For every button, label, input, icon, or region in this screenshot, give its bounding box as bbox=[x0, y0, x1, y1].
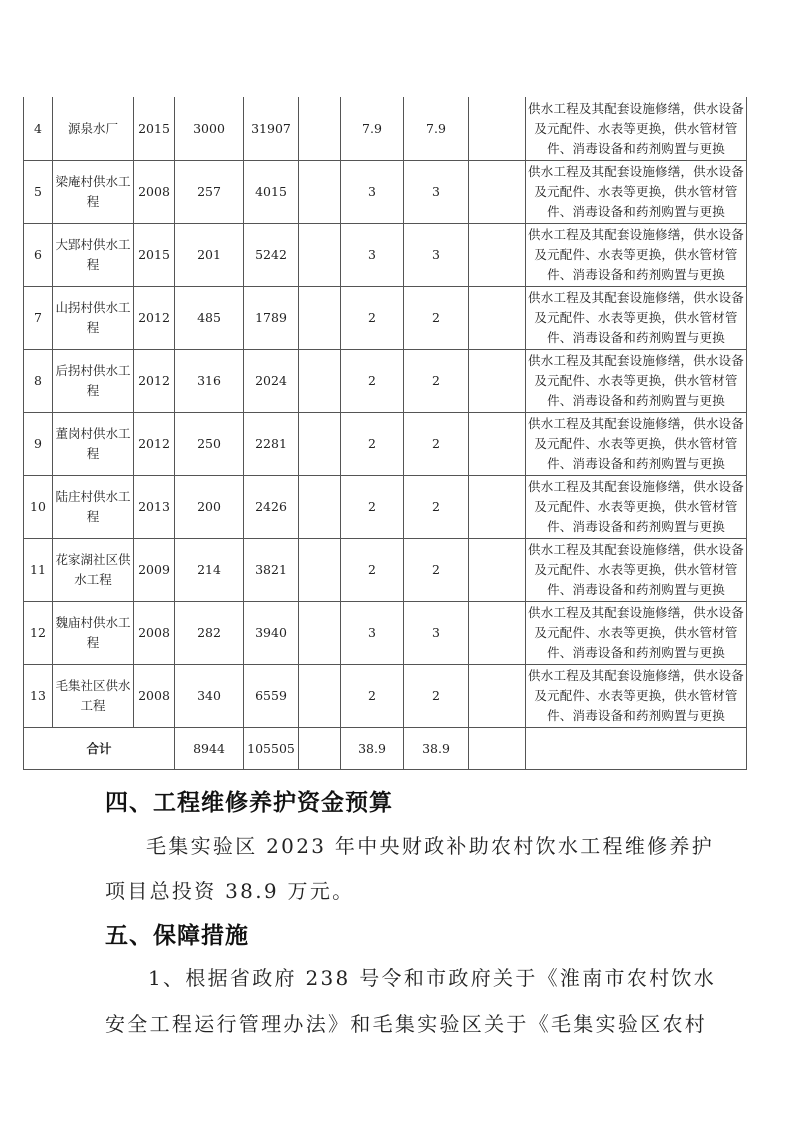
build-year-cell: 2009 bbox=[134, 539, 175, 602]
pipe-length-cell: 1789 bbox=[244, 287, 299, 350]
subsidy-cell: 3 bbox=[404, 602, 469, 665]
pipe-length-cell: 5242 bbox=[244, 224, 299, 287]
section-5-heading: 五、保障措施 bbox=[105, 923, 249, 949]
empty-cell bbox=[299, 161, 341, 224]
table-row bbox=[24, 665, 747, 728]
empty-cell bbox=[299, 728, 341, 770]
table-row bbox=[24, 97, 747, 161]
population-cell: 340 bbox=[175, 665, 244, 728]
row-number-cell: 12 bbox=[24, 602, 53, 665]
pipe-length-cell: 2024 bbox=[244, 350, 299, 413]
section-4-heading: 四、工程维修养护资金预算 bbox=[105, 790, 393, 816]
investment-cell: 7.9 bbox=[341, 97, 404, 161]
maintenance-content-cell: 供水工程及其配套设施修缮，供水设备及元配件、水表等更换，供水管材管件、消毒设备和药剂购置与更换 bbox=[526, 287, 747, 350]
total-pipe-length-cell: 105505 bbox=[244, 728, 299, 770]
table-total-row bbox=[24, 728, 747, 770]
empty-cell bbox=[299, 665, 341, 728]
build-year-cell: 2013 bbox=[134, 476, 175, 539]
subsidy-cell: 2 bbox=[404, 476, 469, 539]
subsidy-cell: 2 bbox=[404, 287, 469, 350]
investment-cell: 3 bbox=[341, 161, 404, 224]
maintenance-projects-table bbox=[23, 97, 747, 770]
population-cell: 201 bbox=[175, 224, 244, 287]
pipe-length-cell: 2281 bbox=[244, 413, 299, 476]
project-name-cell: 董岗村供水工程 bbox=[53, 413, 134, 476]
subsidy-cell: 7.9 bbox=[404, 97, 469, 161]
empty-cell bbox=[469, 413, 526, 476]
investment-cell: 3 bbox=[341, 602, 404, 665]
row-number-cell: 6 bbox=[24, 224, 53, 287]
row-number-cell: 4 bbox=[24, 97, 53, 161]
population-cell: 200 bbox=[175, 476, 244, 539]
row-number-cell: 9 bbox=[24, 413, 53, 476]
project-name-cell: 后拐村供水工程 bbox=[53, 350, 134, 413]
maintenance-content-cell: 供水工程及其配套设施修缮，供水设备及元配件、水表等更换，供水管材管件、消毒设备和药剂购置与更换 bbox=[526, 413, 747, 476]
pipe-length-cell: 2426 bbox=[244, 476, 299, 539]
maintenance-content-cell: 供水工程及其配套设施修缮，供水设备及元配件、水表等更换，供水管材管件、消毒设备和药剂购置与更换 bbox=[526, 476, 747, 539]
maintenance-content-cell: 供水工程及其配套设施修缮，供水设备及元配件、水表等更换，供水管材管件、消毒设备和药剂购置与更换 bbox=[526, 350, 747, 413]
maintenance-content-cell: 供水工程及其配套设施修缮，供水设备及元配件、水表等更换，供水管材管件、消毒设备和药剂购置与更换 bbox=[526, 602, 747, 665]
investment-cell: 2 bbox=[341, 350, 404, 413]
empty-cell bbox=[469, 476, 526, 539]
table-row bbox=[24, 224, 747, 287]
pipe-length-cell: 3821 bbox=[244, 539, 299, 602]
row-number-cell: 10 bbox=[24, 476, 53, 539]
maintenance-content-cell: 供水工程及其配套设施修缮，供水设备及元配件、水表等更换，供水管材管件、消毒设备和药剂购置与更换 bbox=[526, 97, 747, 161]
project-name-cell: 源泉水厂 bbox=[53, 97, 134, 161]
empty-cell bbox=[299, 539, 341, 602]
section-4-paragraph-line-2: 项目总投资 38.9 万元。 bbox=[105, 879, 355, 903]
empty-cell bbox=[469, 539, 526, 602]
maintenance-content-cell: 供水工程及其配套设施修缮，供水设备及元配件、水表等更换，供水管材管件、消毒设备和药剂购置与更换 bbox=[526, 161, 747, 224]
empty-cell bbox=[299, 97, 341, 161]
empty-cell bbox=[469, 350, 526, 413]
subsidy-cell: 2 bbox=[404, 413, 469, 476]
build-year-cell: 2008 bbox=[134, 161, 175, 224]
build-year-cell: 2015 bbox=[134, 97, 175, 161]
population-cell: 250 bbox=[175, 413, 244, 476]
table-row bbox=[24, 350, 747, 413]
investment-cell: 2 bbox=[341, 413, 404, 476]
investment-cell: 3 bbox=[341, 224, 404, 287]
row-number-cell: 11 bbox=[24, 539, 53, 602]
section-5-paragraph-line-2: 安全工程运行管理办法》和毛集实验区关于《毛集实验区农村 bbox=[105, 1012, 708, 1036]
empty-cell bbox=[299, 350, 341, 413]
pipe-length-cell: 6559 bbox=[244, 665, 299, 728]
empty-cell bbox=[469, 728, 526, 770]
build-year-cell: 2015 bbox=[134, 224, 175, 287]
pipe-length-cell: 31907 bbox=[244, 97, 299, 161]
empty-cell bbox=[299, 287, 341, 350]
table-row bbox=[24, 413, 747, 476]
subsidy-cell: 3 bbox=[404, 161, 469, 224]
population-cell: 257 bbox=[175, 161, 244, 224]
row-number-cell: 13 bbox=[24, 665, 53, 728]
table-row bbox=[24, 539, 747, 602]
table-row bbox=[24, 602, 747, 665]
section-4-paragraph-line-1: 毛集实验区 2023 年中央财政补助农村饮水工程维修养护 bbox=[146, 834, 715, 858]
build-year-cell: 2008 bbox=[134, 602, 175, 665]
total-investment-cell: 38.9 bbox=[341, 728, 404, 770]
table-row bbox=[24, 161, 747, 224]
empty-cell bbox=[299, 476, 341, 539]
row-number-cell: 8 bbox=[24, 350, 53, 413]
project-name-cell: 毛集社区供水工程 bbox=[53, 665, 134, 728]
project-name-cell: 山拐村供水工程 bbox=[53, 287, 134, 350]
population-cell: 3000 bbox=[175, 97, 244, 161]
project-name-cell: 梁庵村供水工程 bbox=[53, 161, 134, 224]
empty-cell bbox=[299, 224, 341, 287]
subsidy-cell: 3 bbox=[404, 224, 469, 287]
project-name-cell: 陆庄村供水工程 bbox=[53, 476, 134, 539]
total-population-cell: 8944 bbox=[175, 728, 244, 770]
maintenance-content-cell: 供水工程及其配套设施修缮，供水设备及元配件、水表等更换，供水管材管件、消毒设备和药剂购置与更换 bbox=[526, 224, 747, 287]
investment-cell: 2 bbox=[341, 665, 404, 728]
empty-cell bbox=[469, 224, 526, 287]
row-number-cell: 7 bbox=[24, 287, 53, 350]
investment-cell: 2 bbox=[341, 476, 404, 539]
build-year-cell: 2012 bbox=[134, 413, 175, 476]
pipe-length-cell: 3940 bbox=[244, 602, 299, 665]
investment-cell: 2 bbox=[341, 287, 404, 350]
pipe-length-cell: 4015 bbox=[244, 161, 299, 224]
population-cell: 214 bbox=[175, 539, 244, 602]
empty-cell bbox=[526, 728, 747, 770]
table-row bbox=[24, 287, 747, 350]
empty-cell bbox=[469, 287, 526, 350]
total-subsidy-cell: 38.9 bbox=[404, 728, 469, 770]
empty-cell bbox=[469, 665, 526, 728]
project-name-cell: 大郢村供水工程 bbox=[53, 224, 134, 287]
build-year-cell: 2012 bbox=[134, 287, 175, 350]
investment-cell: 2 bbox=[341, 539, 404, 602]
table-row bbox=[24, 476, 747, 539]
row-number-cell: 5 bbox=[24, 161, 53, 224]
build-year-cell: 2012 bbox=[134, 350, 175, 413]
empty-cell bbox=[469, 602, 526, 665]
subsidy-cell: 2 bbox=[404, 539, 469, 602]
subsidy-cell: 2 bbox=[404, 665, 469, 728]
empty-cell bbox=[299, 602, 341, 665]
maintenance-content-cell: 供水工程及其配套设施修缮，供水设备及元配件、水表等更换，供水管材管件、消毒设备和药剂购置与更换 bbox=[526, 665, 747, 728]
build-year-cell: 2008 bbox=[134, 665, 175, 728]
project-name-cell: 花家湖社区供水工程 bbox=[53, 539, 134, 602]
maintenance-content-cell: 供水工程及其配套设施修缮，供水设备及元配件、水表等更换，供水管材管件、消毒设备和药剂购置与更换 bbox=[526, 539, 747, 602]
section-5-paragraph-line-1: 1、根据省政府 238 号令和市政府关于《淮南市农村饮水 bbox=[148, 966, 717, 990]
population-cell: 316 bbox=[175, 350, 244, 413]
empty-cell bbox=[469, 97, 526, 161]
empty-cell bbox=[469, 161, 526, 224]
subsidy-cell: 2 bbox=[404, 350, 469, 413]
project-name-cell: 魏庙村供水工程 bbox=[53, 602, 134, 665]
empty-cell bbox=[299, 413, 341, 476]
population-cell: 485 bbox=[175, 287, 244, 350]
population-cell: 282 bbox=[175, 602, 244, 665]
total-label-cell: 合计 bbox=[24, 728, 175, 770]
